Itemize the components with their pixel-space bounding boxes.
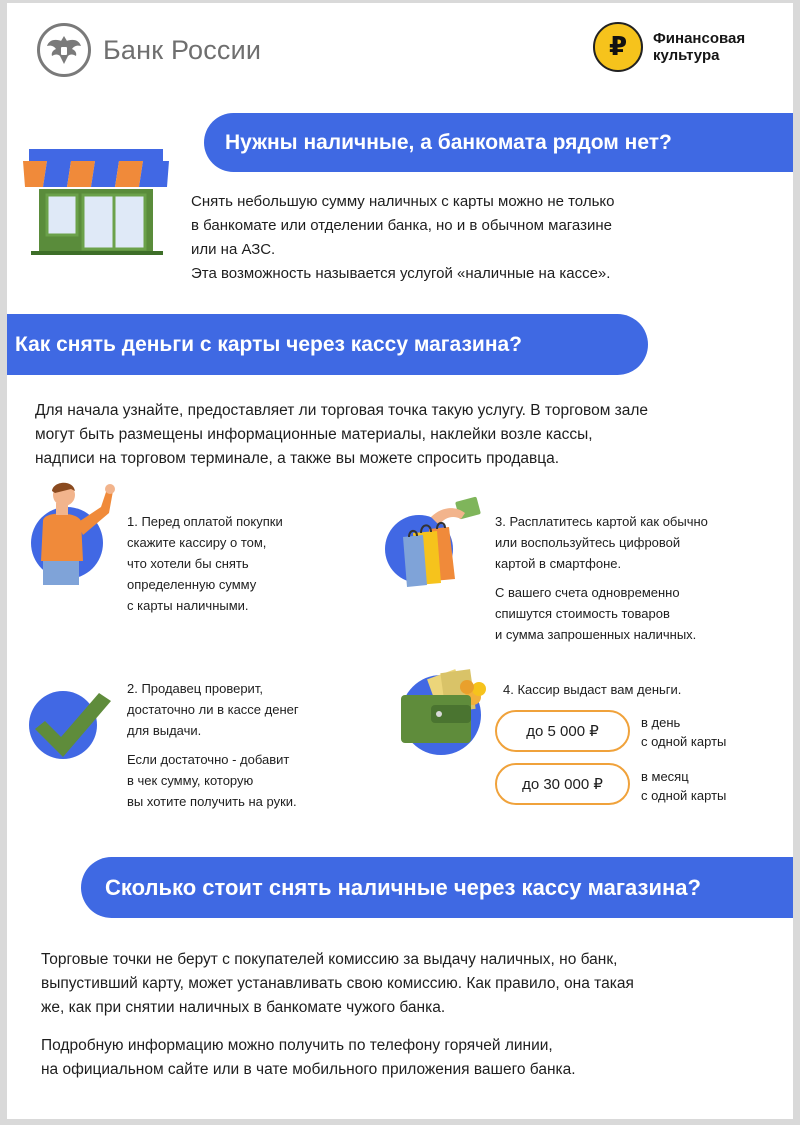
- section-3-title: Сколько стоит снять наличные через кассу магазина?: [81, 857, 793, 918]
- wallet-cash-icon: [391, 663, 495, 763]
- section-3-line: же, как при снятии наличных в банкомате чужого банка.: [41, 999, 446, 1016]
- monthly-limit-note: [641, 767, 726, 805]
- step-3-line: или воспользуйтесь цифровой: [495, 535, 681, 550]
- step-1-line: что хотели бы снять: [127, 556, 249, 571]
- section-1-line: Эта возможность называется услугой «наличные на кассе».: [191, 265, 611, 282]
- step-3-line: 3. Расплатитесь картой как обычно: [495, 514, 708, 529]
- step-2-detail: [127, 749, 299, 812]
- monthly-limit-note-line: с одной карты: [641, 788, 727, 803]
- eagle-emblem-icon: [37, 23, 91, 77]
- shopping-bags-icon: [383, 495, 487, 589]
- section-2-intro: [35, 399, 648, 471]
- section-3-line: выпустивший карту, может устанавливать свою комиссию. Как правило, она такая: [41, 975, 634, 992]
- fin-logo-line-2: культура: [653, 47, 720, 64]
- step-4: 4. Кассир выдаст вам деньги.: [503, 682, 682, 697]
- bank-name: Банк России: [103, 34, 262, 65]
- section-1-title: Нужны наличные, а банкомата рядом нет?: [204, 113, 793, 172]
- step-1: [127, 511, 283, 616]
- step-1-line: определенную сумму: [127, 577, 257, 592]
- section-1-line: в банкомате или отделении банка, но и в обычном магазине: [191, 217, 612, 234]
- step-2-line: для выдачи.: [127, 723, 202, 738]
- person-pointing-icon: [31, 477, 127, 585]
- ruble-coin-icon: ₽: [593, 22, 643, 72]
- step-3: [495, 511, 708, 645]
- fin-logo-line-1: Финансовая: [653, 30, 746, 47]
- step-1-line: скажите кассиру о том,: [127, 535, 267, 550]
- financial-culture-logo: [593, 22, 745, 72]
- step-3-line: картой в смартфоне.: [495, 556, 622, 571]
- step-1-line: с карты наличными.: [127, 598, 249, 613]
- section-3-line: Подробную информацию можно получить по телефону горячей линии,: [41, 1037, 553, 1054]
- daily-limit-note-line: в день: [641, 715, 681, 730]
- bank-of-russia-logo: [37, 23, 261, 77]
- step-2-line: 2. Продавец проверит,: [127, 681, 263, 696]
- step-3-line: С вашего счета одновременно: [495, 585, 680, 600]
- financial-culture-label: [653, 30, 745, 64]
- step-2-line: Если достаточно - добавит: [127, 752, 290, 767]
- step-2-line: в чек сумму, которую: [127, 773, 254, 788]
- section-3-paragraph-2: [41, 1034, 576, 1082]
- section-2-intro-line: Для начала узнайте, предоставляет ли торговая точка такую услугу. В торговом зале: [35, 402, 649, 419]
- step-3-detail: [495, 582, 708, 645]
- section-2-title: Как снять деньги с карты через кассу магазина?: [7, 314, 648, 375]
- step-1-line: 1. Перед оплатой покупки: [127, 514, 283, 529]
- checkmark-icon: [23, 687, 115, 761]
- infographic-page: [7, 3, 793, 1119]
- monthly-limit-note-line: в месяц: [641, 769, 689, 784]
- step-3-line: и сумма запрошенных наличных.: [495, 627, 697, 642]
- section-3-line: Торговые точки не берут с покупателей комиссию за выдачу наличных, но банк,: [41, 951, 618, 968]
- step-3-line: спишутся стоимость товаров: [495, 606, 670, 621]
- daily-limit-note-line: с одной карты: [641, 734, 727, 749]
- section-1-line: или на АЗС.: [191, 241, 276, 258]
- step-2-line: вы хотите получить на руки.: [127, 794, 297, 809]
- monthly-limit-badge: до 30 000 ₽: [495, 763, 630, 805]
- section-2-intro-line: надписи на торговом терминале, а также вы можете спросить продавца.: [35, 450, 560, 467]
- section-3-paragraph-1: [41, 948, 634, 1020]
- section-3-line: на официальном сайте или в чате мобильного приложения вашего банка.: [41, 1061, 576, 1078]
- shop-icon: [21, 147, 171, 257]
- section-2-intro-line: могут быть размещены информационные материалы, наклейки возле кассы,: [35, 426, 593, 443]
- step-2-line: достаточно ли в кассе денег: [127, 702, 299, 717]
- step-2: [127, 678, 299, 812]
- section-1-line: Снять небольшую сумму наличных с карты можно не только: [191, 193, 615, 210]
- section-1-text: [191, 190, 614, 286]
- daily-limit-badge: до 5 000 ₽: [495, 710, 630, 752]
- daily-limit-note: [641, 713, 726, 751]
